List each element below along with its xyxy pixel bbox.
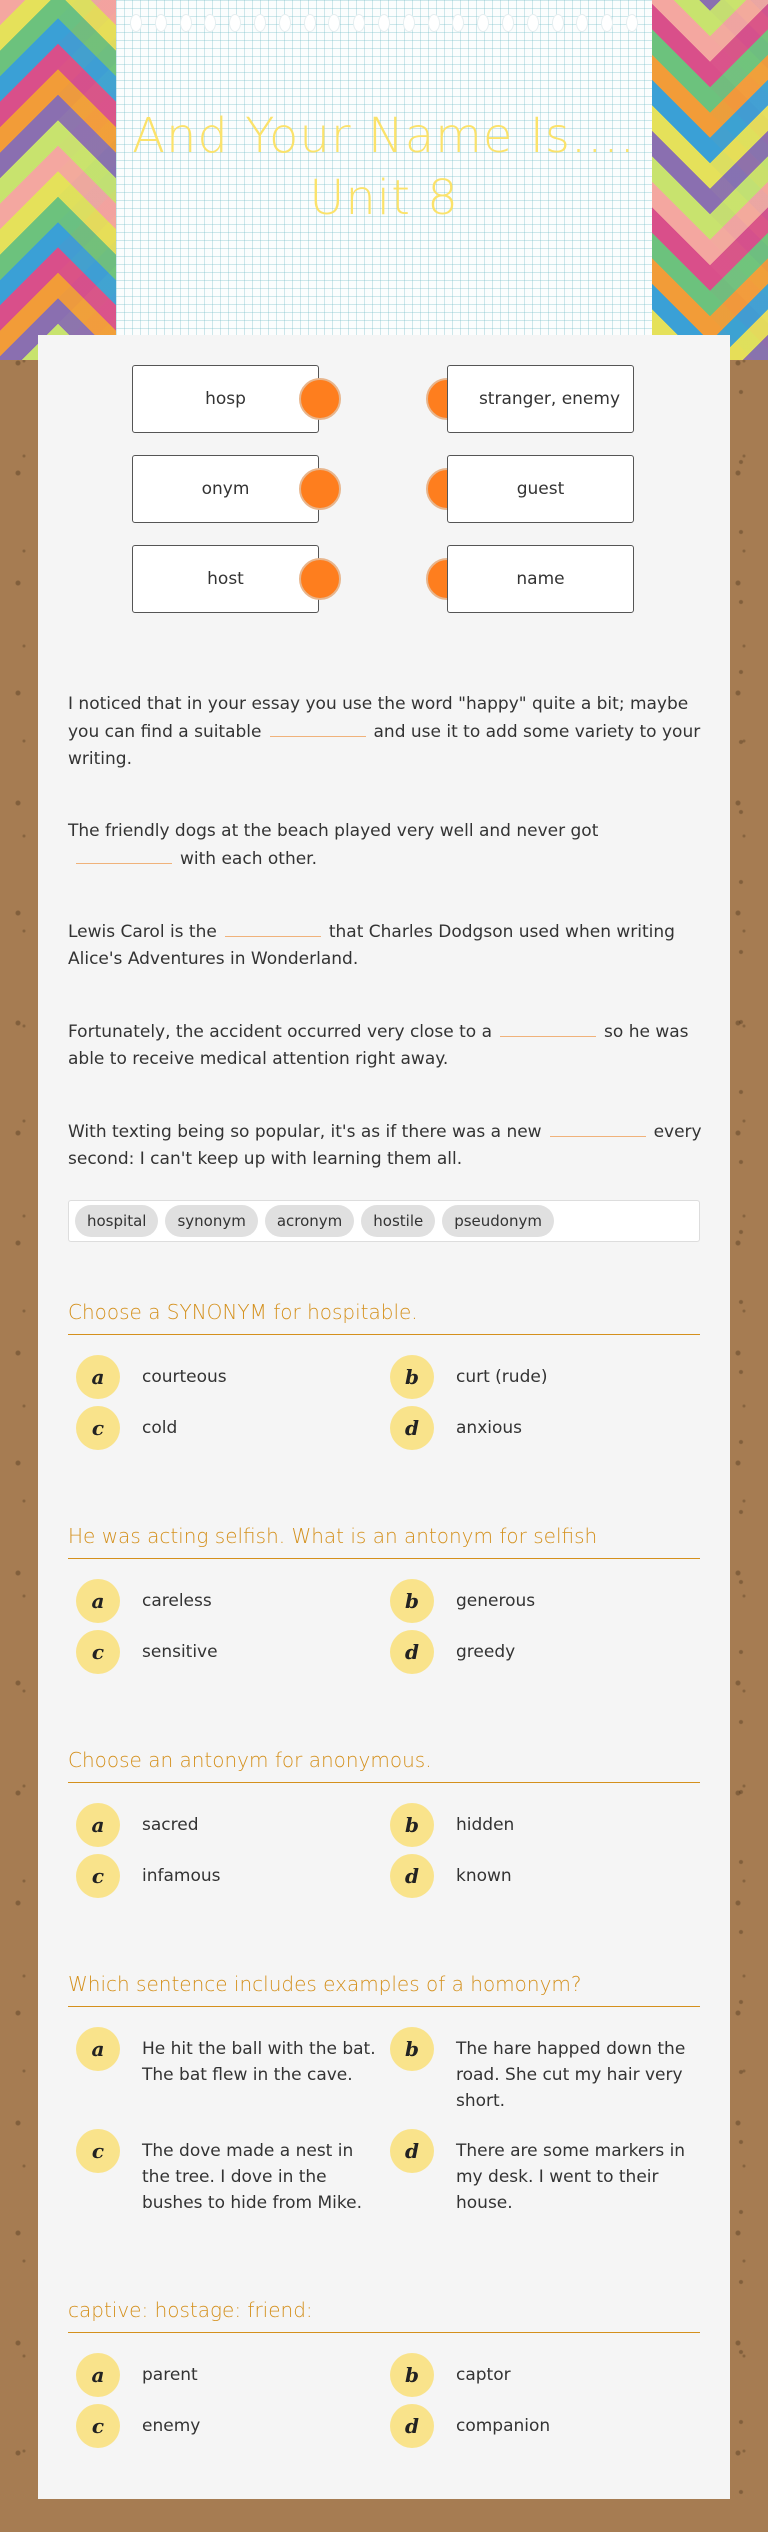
word-chip[interactable]: pseudonym <box>442 1205 554 1237</box>
sentence-text: Lewis Carol is the <box>68 922 217 942</box>
option-text: careless <box>142 1591 212 1611</box>
sentence-text: With texting being so popular, it's as if there was a new <box>68 1122 542 1142</box>
word-bank <box>68 1200 700 1242</box>
option-letter-badge: c <box>76 2129 120 2173</box>
match-right-item[interactable] <box>447 545 634 613</box>
option-text: There are some markers in my desk. I went to their house. <box>456 2141 686 2213</box>
answer-option-a[interactable] <box>76 1803 376 1847</box>
sentence-text: so he was able to receive medical attention right away. <box>68 1022 689 1069</box>
option-letter-badge: c <box>76 1406 120 1450</box>
question-title: He was acting selfish. What is an antonym for selfish <box>68 1524 700 1559</box>
option-letter-badge: d <box>390 2404 434 2448</box>
blank-drop-slot[interactable] <box>500 1018 596 1037</box>
blank-drop-slot[interactable] <box>550 1118 646 1137</box>
word-chip[interactable]: hospital <box>75 1205 158 1237</box>
question-title: Choose a SYNONYM for hospitable. <box>68 1300 700 1335</box>
option-text: infamous <box>142 1866 221 1886</box>
blank-drop-slot[interactable] <box>76 845 172 864</box>
worksheet-card <box>38 335 730 2499</box>
sentence-text: I noticed that in your essay you use the word "happy" quite a bit; maybe you can find a suitable <box>68 694 689 742</box>
option-letter-badge: b <box>390 1579 434 1623</box>
match-connector-dot[interactable] <box>299 378 341 420</box>
option-text: sensitive <box>142 1642 218 1662</box>
answer-option-d[interactable] <box>390 1630 690 1674</box>
option-letter-badge: b <box>390 1803 434 1847</box>
fill-blank-sentence <box>68 691 704 773</box>
option-text: parent <box>142 2365 198 2385</box>
option-text: courteous <box>142 1367 227 1387</box>
answer-option-d[interactable] <box>390 1406 690 1450</box>
match-right-label: stranger, enemy <box>478 389 621 409</box>
page-title <box>116 105 652 229</box>
fill-blank-sentence <box>68 818 704 873</box>
match-right-label: name <box>516 569 565 589</box>
option-text: sacred <box>142 1815 199 1835</box>
fill-blank-sentence <box>68 918 704 973</box>
option-letter-badge: c <box>76 2404 120 2448</box>
answer-option-a[interactable] <box>76 1355 376 1399</box>
answer-option-b[interactable] <box>390 2027 690 2114</box>
option-text: curt (rude) <box>456 1367 548 1387</box>
option-text: cold <box>142 1418 178 1438</box>
question-title: Choose an antonym for anonymous. <box>68 1748 700 1783</box>
answer-option-a[interactable] <box>76 2027 376 2088</box>
title-line-1: And Your Name Is.... <box>132 108 636 164</box>
sentence-text: and use it to add some variety to your writing. <box>68 722 701 769</box>
match-right-label: guest <box>516 479 565 499</box>
fill-blank-sentence <box>68 1018 704 1073</box>
answer-option-c[interactable] <box>76 2404 376 2448</box>
question-title: captive: hostage: friend: <box>68 2298 700 2333</box>
option-letter-badge: c <box>76 1854 120 1898</box>
answer-option-c[interactable] <box>76 1630 376 1674</box>
answer-option-d[interactable] <box>390 2404 690 2448</box>
match-left-item[interactable] <box>132 545 319 613</box>
chevron-pattern-right <box>652 0 768 360</box>
option-letter-badge: a <box>76 1803 120 1847</box>
option-letter-badge: c <box>76 1630 120 1674</box>
answer-option-a[interactable] <box>76 1579 376 1623</box>
question-title: Which sentence includes examples of a homonym? <box>68 1972 700 2007</box>
match-right-item[interactable] <box>447 365 634 433</box>
sentence-text: The friendly dogs at the beach played very well and never got <box>68 821 599 841</box>
answer-option-b[interactable] <box>390 1579 690 1623</box>
option-text: greedy <box>456 1642 516 1662</box>
option-text: captor <box>456 2365 511 2385</box>
sentence-text: that Charles Dodgson used when writing Alice's Adventures in Wonderland. <box>68 922 675 969</box>
option-letter-badge: d <box>390 1630 434 1674</box>
option-letter-badge: a <box>76 1355 120 1399</box>
option-letter-badge: a <box>76 1579 120 1623</box>
option-letter-badge: a <box>76 2353 120 2397</box>
sentence-text: every second: I can't keep up with learning them all. <box>68 1122 702 1169</box>
word-chip[interactable]: acronym <box>265 1205 354 1237</box>
option-letter-badge: d <box>390 1406 434 1450</box>
blank-drop-slot[interactable] <box>225 918 321 937</box>
option-text: enemy <box>142 2416 201 2436</box>
option-letter-badge: b <box>390 2353 434 2397</box>
match-left-label: hosp <box>205 389 246 409</box>
spiral-holes-top <box>130 14 638 30</box>
fill-blank-sentence <box>68 1118 704 1173</box>
option-text: The dove made a nest in the tree. I dove in the bushes to hide from Mike. <box>142 2141 362 2213</box>
option-text: anxious <box>456 1418 523 1438</box>
title-line-2: Unit 8 <box>309 170 459 226</box>
option-text: He hit the ball with the bat. The bat flew in the cave. <box>142 2039 376 2085</box>
match-connector-dot[interactable] <box>299 468 341 510</box>
option-text: generous <box>456 1591 536 1611</box>
option-text: companion <box>456 2416 551 2436</box>
blank-drop-slot[interactable] <box>270 718 366 737</box>
answer-option-c[interactable] <box>76 1406 376 1450</box>
header-banner <box>0 0 768 360</box>
answer-option-d[interactable] <box>390 2129 690 2216</box>
match-left-label: host <box>207 569 244 589</box>
answer-option-b[interactable] <box>390 2353 690 2397</box>
answer-option-b[interactable] <box>390 1803 690 1847</box>
word-chip[interactable]: hostile <box>361 1205 435 1237</box>
option-text: hidden <box>456 1815 515 1835</box>
answer-option-c[interactable] <box>76 1854 376 1898</box>
chevron-pattern-left <box>0 0 116 360</box>
word-chip[interactable]: synonym <box>165 1205 257 1237</box>
match-left-item[interactable] <box>132 365 319 433</box>
answer-option-c[interactable] <box>76 2129 376 2216</box>
option-letter-badge: b <box>390 2027 434 2071</box>
match-left-item[interactable] <box>132 455 319 523</box>
answer-option-b[interactable] <box>390 1355 690 1399</box>
match-left-label: onym <box>201 479 250 499</box>
answer-option-d[interactable] <box>390 1854 690 1898</box>
option-letter-badge: b <box>390 1355 434 1399</box>
option-letter-badge: a <box>76 2027 120 2071</box>
option-letter-badge: d <box>390 1854 434 1898</box>
match-right-item[interactable] <box>447 455 634 523</box>
answer-option-a[interactable] <box>76 2353 376 2397</box>
option-text: known <box>456 1866 512 1886</box>
sentence-text: Fortunately, the accident occurred very close to a <box>68 1022 493 1042</box>
match-connector-dot[interactable] <box>299 558 341 600</box>
sentence-text: with each other. <box>180 849 318 869</box>
option-text: The hare happed down the road. She cut my hair very short. <box>456 2039 686 2111</box>
option-letter-badge: d <box>390 2129 434 2173</box>
